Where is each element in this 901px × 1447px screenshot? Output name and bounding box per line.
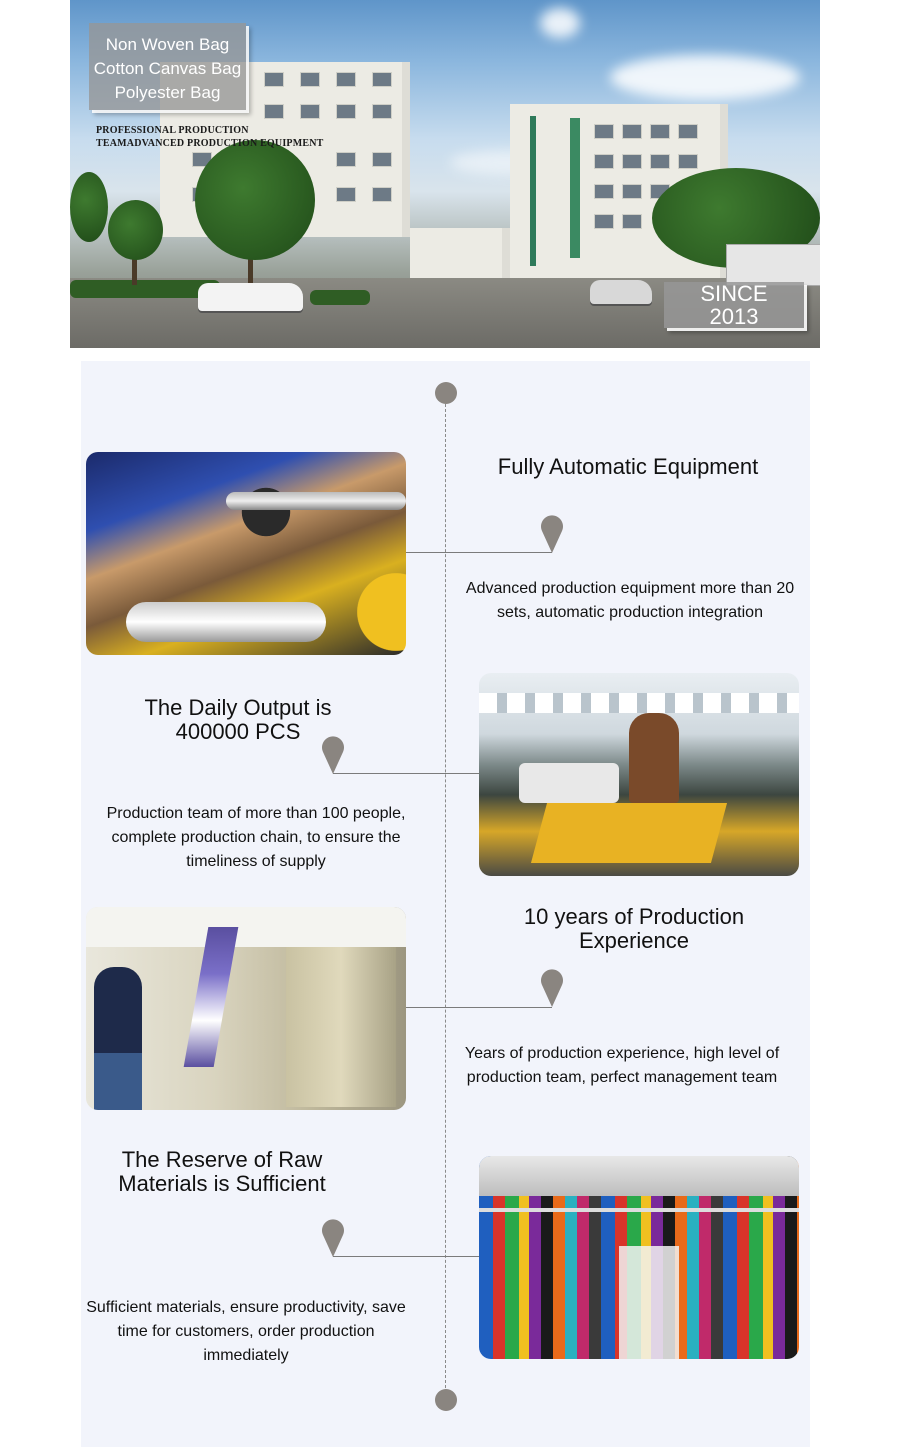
hero-tagline: PROFESSIONAL PRODUCTION TEAMADVANCED PRODUCTION EQUIPMENT — [96, 125, 324, 149]
feature-title: The Daily Output is 400000 PCS — [144, 695, 332, 744]
product-type-polyester: Polyester Bag — [114, 83, 221, 102]
feature-description: Years of production experience, high level of production team, perfect management team — [464, 1045, 780, 1086]
connector-line-3 — [406, 1007, 552, 1008]
equipment-photo — [86, 452, 406, 655]
bag-stock-photo — [479, 1156, 799, 1359]
connector-line-1 — [406, 552, 552, 553]
location-pin-icon — [321, 736, 345, 774]
feature-title: 10 years of Production Experience — [523, 904, 745, 953]
location-pin-icon — [321, 1219, 345, 1257]
factory-hero-banner — [70, 0, 820, 348]
product-type-non-woven: Non Woven Bag — [105, 35, 230, 54]
connector-line-4 — [333, 1256, 480, 1257]
feature-title: The Reserve of Raw Materials is Sufficient — [118, 1147, 326, 1196]
timeline-end-dot — [435, 1389, 457, 1411]
feature-description: Sufficient materials, ensure productivity, save time for customers, order production immediately — [86, 1299, 406, 1364]
timeline-start-dot — [435, 382, 457, 404]
feature-description: Production team of more than 100 people, complete production chain, to ensure the timeliness of supply — [106, 805, 406, 870]
since-year: 2013 — [709, 304, 759, 329]
feature-description: Advanced production equipment more than 20 sets, automatic production integration — [465, 580, 795, 621]
since-badge — [664, 282, 804, 328]
product-type-cotton-canvas: Cotton Canvas Bag — [93, 59, 242, 78]
location-pin-icon — [540, 969, 564, 1007]
location-pin-icon — [540, 515, 564, 553]
sewing-workshop-photo — [479, 673, 799, 876]
feature-title: Fully Automatic Equipment — [497, 454, 759, 479]
printing-machine-photo — [86, 907, 406, 1110]
connector-line-2 — [333, 773, 480, 774]
product-types-label — [89, 23, 246, 110]
since-word: SINCE — [700, 281, 768, 306]
